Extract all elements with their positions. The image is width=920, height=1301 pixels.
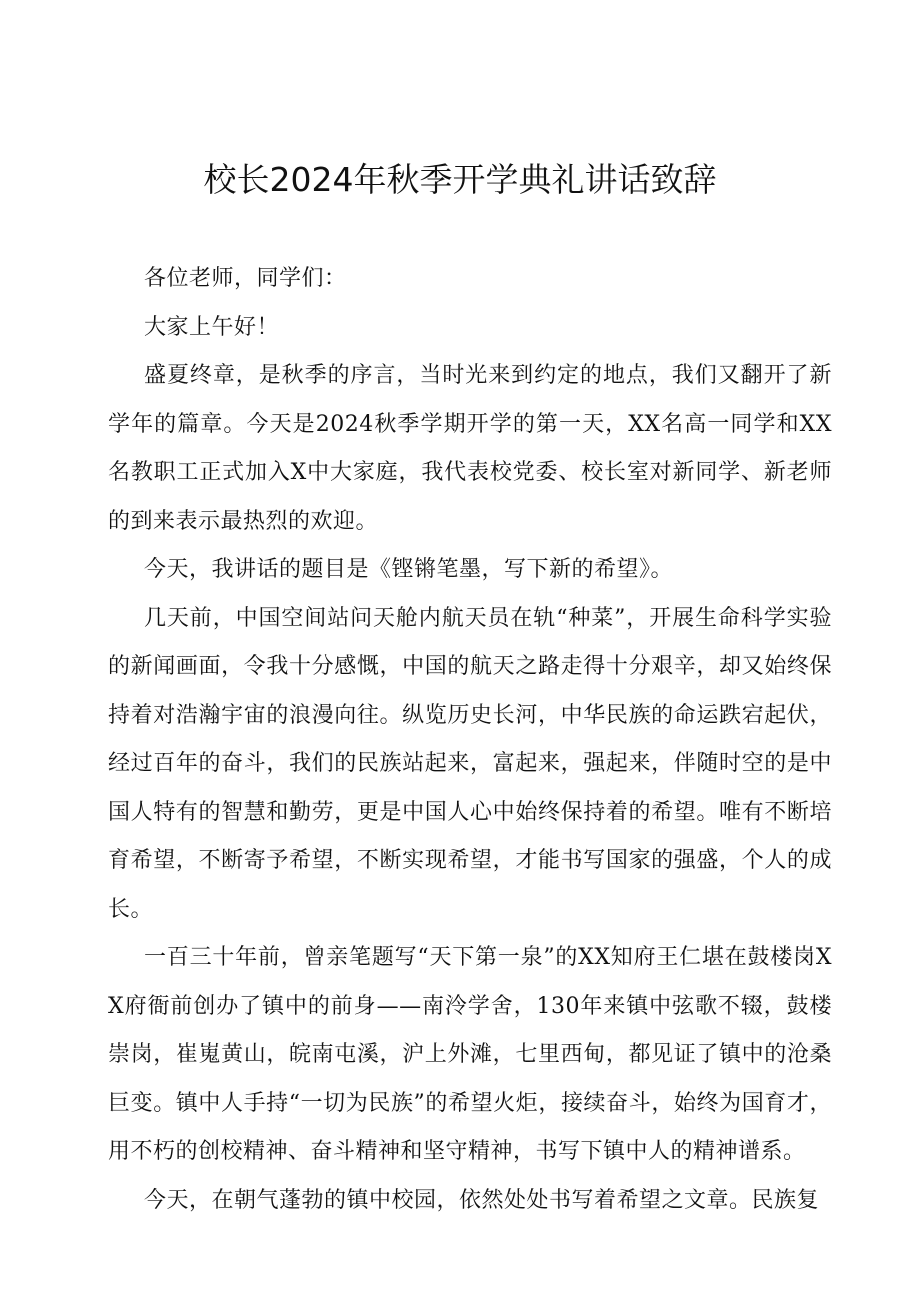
paragraph: 今天，在朝气蓬勃的镇中校园，依然处处书写着希望之文章。民族复 [144,1187,820,1213]
paragraph: 一百三十年前，曾亲笔题写“天下第一泉”的XX知府王仁堪在鼓楼岗XX府衙前创办了镇中的前身——南泠学舍，130年来镇中弦歌不辍，鼓楼崇岗，崔嵬黄山，皖南屯溪，沪上外滩，七里西甸，都见证了镇中的沧桑巨变。镇中人手持“一切为民族”的希望火炬，接续奋斗，始终为国育才，用不朽的创校精神、奋斗精神和坚守精神，书写下镇中人的精神谱系。 [108,945,832,1164]
paragraph: 今天，我讲话的题目是《铿锵笔墨，写下新的希望》。 [144,557,674,582]
paragraph: 盛夏终章，是秋季的序言，当时光来到约定的地点，我们又翻开了新学年的篇章。今天是2024秋季学期开学的第一天，XX名高一同学和XX名教职工正式加入X中大家庭，我代表校党委、校长室对新同学、新老师的到来表示最热烈的欢迎。 [108,363,832,534]
paragraph: 几天前，中国空间站问天舱内航天员在轨“种菜”，开展生命科学实验的新闻画面，令我十分感慨，中国的航天之路走得十分艰辛，却又始终保持着对浩瀚宇宙的浪漫向往。纵览历史长河，中华民族的命运跌宕起伏，经过百年的奋斗，我们的民族站起来，富起来，强起来，伴随时空的是中国人特有的智慧和勤劳，更是中国人心中始终保持着的希望。唯有不断培育希望，不断寄予希望，不断实现希望，才能书写国家的强盛，个人的成长。 [108,605,832,922]
greeting: 大家上午好！ [144,314,280,340]
document-title: 校长2024年秋季开学典礼讲话致辞 [203,160,717,199]
salutation: 各位老师，同学们： [144,266,347,291]
document-body [108,255,832,1225]
